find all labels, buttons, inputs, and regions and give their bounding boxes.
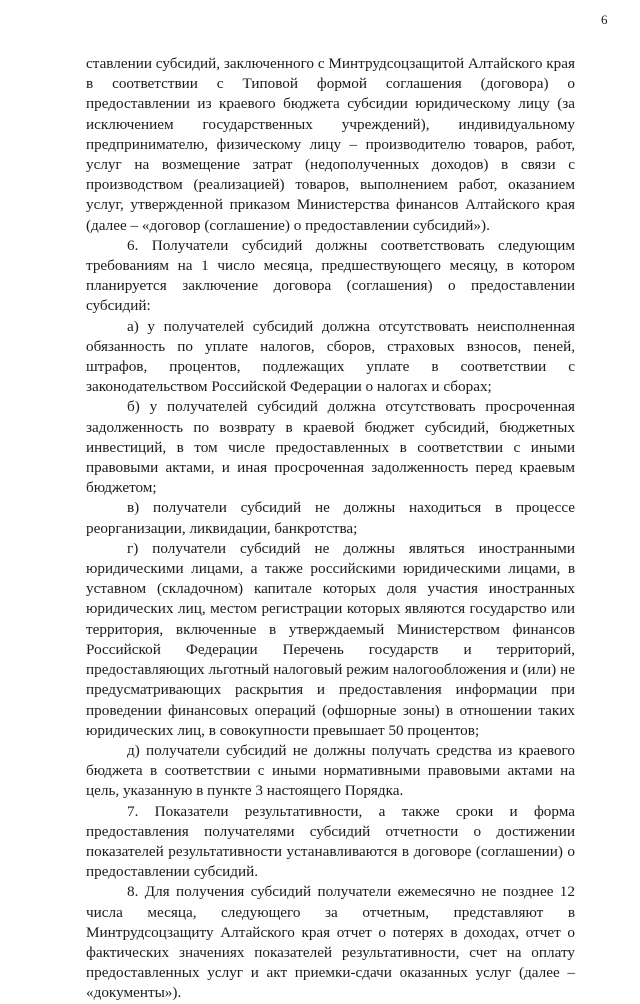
paragraph-subitem-d: д) получатели субсидий не должны получать средства из краевого бюджета в соответствии с иными нормативными правовыми актами на цель, указанную в пункте 3 настоящего Порядка. — [86, 741, 575, 800]
paragraph-subitem-b: б) у получателей субсидий должна отсутствовать просроченная задолженность по возврату в краевой бюджет субсидий, бюджетных инвестиций, в том числе предоставленных в соответствии с иными правовыми актами, и иная просроченная задолженность перед краевым бюджетом; — [86, 398, 575, 497]
body-text — [86, 54, 575, 1004]
paragraph-subitem-v: в) получатели субсидий не должны находиться в процессе реорганизации, ликвидации, банкротства; — [86, 499, 575, 537]
paragraph-item-8: 8. Для получения субсидий получатели ежемесячно не позднее 12 числа месяца, следующего за отчетным, представляют в Минтрудсоцзащиту Алтайского края отчет о потерях в доходах, отчет о фактических значениях показателей результативности, счет на оплату предоставленных услуг и акт приемки-сдачи оказанных услуг (далее – «документы»). — [86, 883, 575, 1002]
page-number: 6 — [601, 12, 608, 27]
paragraph-continuation: ставлении субсидий, заключенного с Минтрудсоцзащитой Алтайского края в соответствии с Типовой формой соглашения (договора) о предоставлении из краевого бюджета субсидии юридическому лицу (за исключением государственных учреждений), индивидуальному предпринимателю, физическому лицу – производителю товаров, работ, услуг на возмещение затрат (недополученных доходов) в связи с производством (реализацией) товаров, выполнением работ, оказанием услуг, утвержденной приказом Министерства финансов Алтайского края (далее – «договор (соглашение) о предоставлении субсидий»). — [86, 55, 575, 234]
paragraph-item-7: 7. Показатели результативности, а также сроки и форма предоставления получателями субсидий отчетности о достижении показателей результативности устанавливаются в договоре (соглашении) о предоставлении субсидий. — [86, 802, 575, 881]
paragraph-subitem-g: г) получатели субсидий не должны являться иностранными юридическими лицами, а также российскими юридическими лицами, в уставном (складочном) капитале которых доля участия иностранных юридических лиц, местом регистрации которых являются государство или территория, включенные в утверждаемый Министерством финансов Российской Федерации Перечень государств и территорий, предоставляющих льготный налоговый режим налогообложения и (или) не предусматривающих раскрытия и предоставления информации при проведении финансовых операций (офшорные зоны) в отношении таких юридических лиц, в совокупности превышает 50 процентов; — [86, 539, 575, 739]
paragraph-item-6: 6. Получатели субсидий должны соответствовать следующим требованиям на 1 число месяца, предшествующего месяцу, в котором планируется заключение договора (соглашения) о предоставлении субсидий: — [86, 236, 575, 315]
paragraph-subitem-a: а) у получателей субсидий должна отсутствовать неисполненная обязанность по уплате налогов, сборов, страховых взносов, пеней, штрафов, процентов, подлежащих уплате в соответствии с законодательством Российской Федерации о налогах и сборах; — [86, 317, 575, 396]
